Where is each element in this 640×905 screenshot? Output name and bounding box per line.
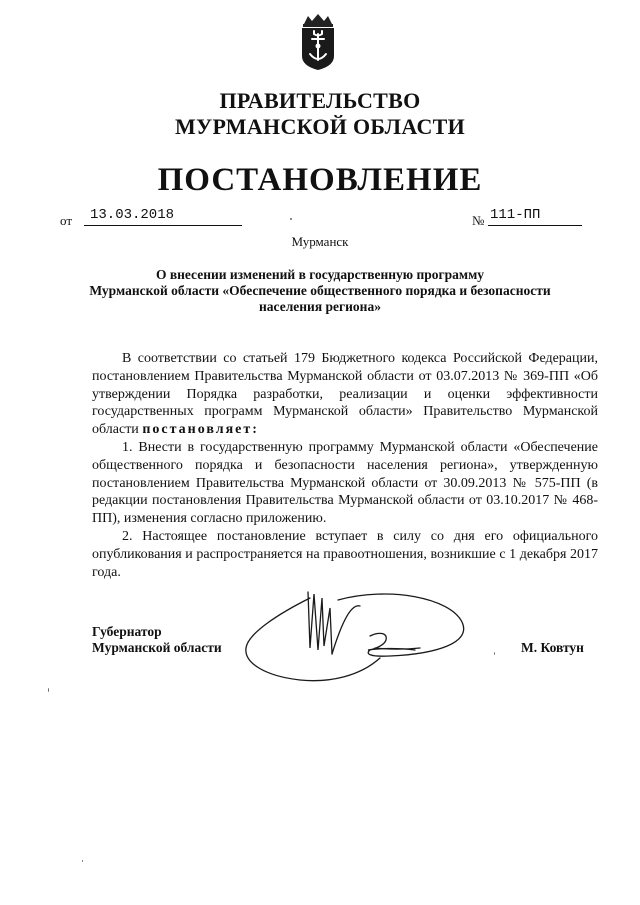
preamble-text: В соответствии со статьей 179 Бюджетного кодекса Российской Федерации, постановлением Правительства Мурманской области от 03.07.2013 № 369-ПП «Об утверждении Порядка разработки, реализации и оценки эффективности государственных программ Мурманской области» Правительство Мурманской области: [92, 351, 598, 438]
number-prefix: №: [472, 213, 485, 228]
document-date: 13.03.2018: [84, 205, 242, 226]
item-1-paragraph: 1. Внести в государственную программу Мурманской области «Обеспечение общественного порядка и безопасности населения региона», утвержденную постановлением Правительства Мурманской области от 30.09.2013 № 575-ПП (в редакции постановления Правительства Мурманской области от 03.10.2017 № 468-ПП), изменения согласно приложению.: [92, 439, 598, 527]
handwritten-signature: [240, 588, 470, 688]
subject-line2: Мурманской области «Обеспечение общественного порядка и безопасности: [89, 283, 551, 298]
murmansk-coat-of-arms-icon: [298, 12, 338, 72]
government-name-line2: МУРМАНСКОЙ ОБЛАСТИ: [174, 114, 466, 139]
signatory-title-line2: Мурманской области: [92, 640, 222, 655]
government-name-line1: ПРАВИТЕЛЬСТВО: [219, 88, 421, 113]
scan-speck: [82, 860, 83, 862]
document-number: 111-ПП: [488, 205, 582, 226]
signatory-title: [92, 624, 222, 656]
document-subject: [80, 267, 560, 315]
scan-speck: [48, 688, 49, 692]
city-name: Мурманск: [291, 234, 349, 249]
signatory-title-line1: Губернатор: [92, 624, 162, 639]
scan-speck: [290, 218, 292, 220]
subject-line3: населения региона»: [259, 299, 381, 314]
document-body: [92, 350, 598, 581]
subject-line1: О внесении изменений в государственную программу: [155, 267, 485, 282]
signatory-name: М. Ковтун: [521, 640, 584, 655]
preamble-paragraph: [92, 350, 598, 439]
scan-speck: [494, 652, 495, 655]
document-type-title: ПОСТАНОВЛЕНИЕ: [157, 162, 483, 198]
decree-word: постановляет:: [142, 422, 259, 438]
date-prefix: от: [60, 213, 73, 228]
item-2-paragraph: 2. Настоящее постановление вступает в силу со дня его официального опубликования и распространяется на правоотношения, возникшие с 1 декабря 2017 года.: [92, 528, 598, 580]
